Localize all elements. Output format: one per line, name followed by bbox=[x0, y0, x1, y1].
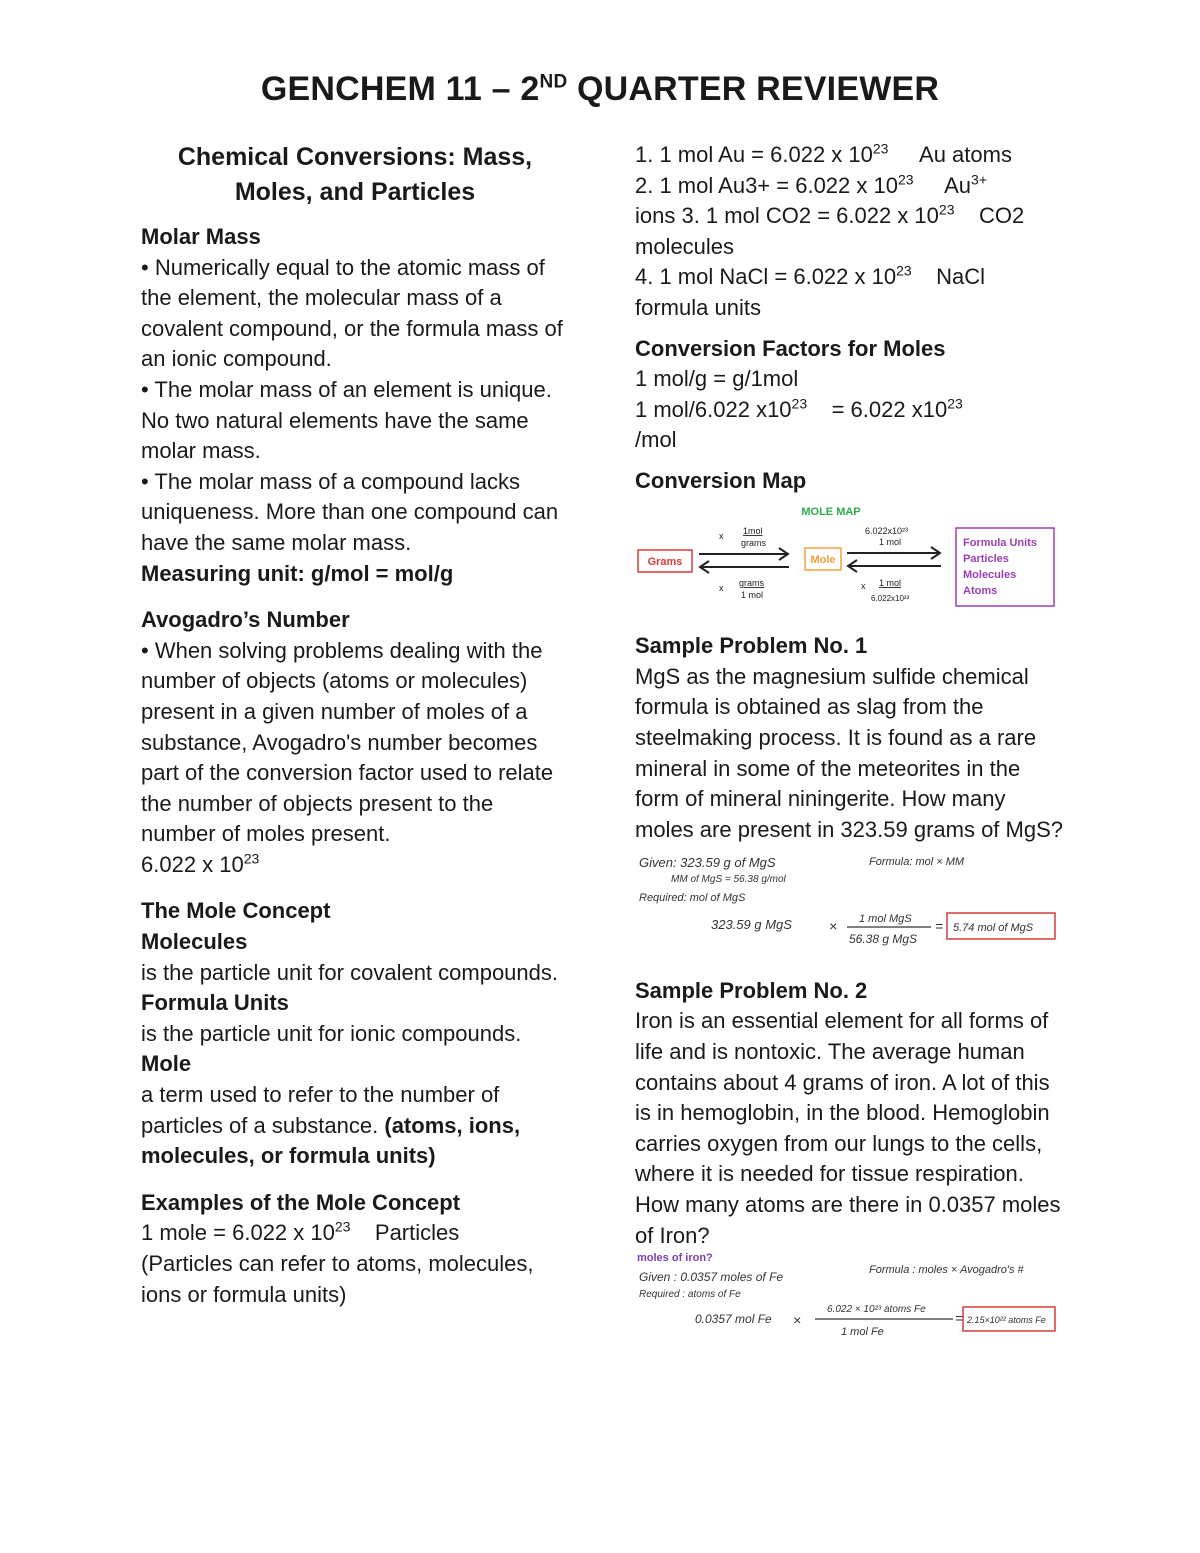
formula-units-label: Formula Units bbox=[141, 990, 289, 1016]
list-item-3-cont: molecules bbox=[635, 233, 735, 259]
grams-label: Grams bbox=[647, 555, 683, 568]
sample-1-required: Required: mol of MgS bbox=[639, 892, 746, 905]
molar-mass-heading: Molar Mass bbox=[141, 224, 261, 249]
molecules-label: Molecules bbox=[141, 929, 248, 955]
sample-2-answer: 2.15×10²² atoms Fe bbox=[967, 1315, 1046, 1326]
avogadro-bullet: • When solving problems dealing with the number of objects (atoms or molecules) present in a given number of moles of a substance, Avogadro's number becomes part of the conversion factor used to relate the number of objects present to the number of moles present. bbox=[141, 637, 554, 847]
factor-2-top: grams bbox=[739, 577, 765, 588]
box-item-0: Formula Units bbox=[963, 536, 1037, 549]
molar-mass-unit: Measuring unit: g/mol = mol/g bbox=[141, 560, 454, 586]
list-item-4: 4. 1 mol NaCl = 6.022 x $10^{23}$ NaCl bbox=[635, 263, 986, 290]
sample-1-calc-left: 323.59 g MgS bbox=[711, 917, 792, 933]
sample-1-formula: Formula: mol × MM bbox=[869, 856, 965, 869]
right-column bbox=[635, 140, 1065, 1350]
examples-heading: Examples of the Mole Concept bbox=[141, 1189, 461, 1215]
conversion-factor-line-1: 1 mol/g = g/1mol bbox=[635, 366, 799, 392]
mole-label: Mole bbox=[141, 1051, 192, 1077]
sample-2-calc-num: 6.022 × 10²³ atoms Fe bbox=[827, 1304, 926, 1316]
sample-1-heading: Sample Problem No. 1 bbox=[635, 633, 868, 659]
conversion-map-heading: Conversion Map bbox=[635, 467, 807, 493]
conversion-factor-line-2: 1 mol/6.022 $x10^{23}$ = 6.022 $x10^{23}$ bbox=[635, 395, 963, 422]
box-item-1: Particles bbox=[963, 552, 1009, 565]
factor-2-x: x bbox=[719, 582, 724, 593]
page-title: GENCHEM 11 – 2ND QUARTER REVIEWER bbox=[260, 70, 940, 108]
sample-1-text: MgS as the magnesium sulfide chemical formula is obtained as slag from the steelmaking process. It is found as a rare mineral in some of the meteorites in the form of mineral niningerite. How many moles are present in 323.59 grams of MgS? bbox=[635, 663, 1064, 842]
list-item-2: 2. 1 mol Au3+ = 6.022 x $10^{23}$ $Au^{3+}$ bbox=[635, 171, 987, 198]
sample-2-cut-label: moles of iron? bbox=[637, 1252, 713, 1265]
sample-1-given: Given: 323.59 g of MgS bbox=[639, 855, 776, 871]
section-title: Chemical Conversions: Mass, Moles, and Particles bbox=[177, 143, 533, 206]
list-item-3: ions 3. 1 mol CO2 = 6.022 x $10^{23}$ CO2 bbox=[635, 201, 1025, 229]
sample-1-calc-num: 1 mol MgS bbox=[859, 913, 912, 926]
factor-1-bot: grams bbox=[741, 537, 767, 548]
factor-4-bot: 6.022x10²³ bbox=[871, 593, 910, 603]
mole-label: Mole bbox=[810, 553, 836, 566]
sample-2-text: Iron is an essential element for all forms of life and is nontoxic. The average human contains about 4 grams of iron. A lot of this is in hemoglobin, in the blood. Hemoglobin carries oxygen from our lungs to the cells, where it is needed for tissue respiration. How many atoms are there in 0.0357 moles of Iron? bbox=[635, 1008, 1061, 1248]
sample-2-calc-eq: = bbox=[955, 1310, 964, 1327]
conversion-factor-line-3: /mol bbox=[635, 427, 677, 453]
sample-1-calc-x: × bbox=[829, 918, 838, 935]
sample-1-calc-den: 56.38 g MgS bbox=[849, 932, 918, 947]
mole-concept-heading: The Mole Concept bbox=[141, 898, 331, 924]
factor-4-top: 1 mol bbox=[879, 577, 902, 588]
mole-map-title: MOLE MAP bbox=[801, 505, 861, 518]
factor-3-bot: 1 mol bbox=[879, 536, 902, 547]
sample-2-calc-x: × bbox=[793, 1312, 802, 1329]
factor-1-x: x bbox=[719, 530, 724, 541]
factor-2-bot: 1 mol bbox=[741, 589, 764, 600]
mole-text: a term used to refer to the number of particles of a substance. (atoms, ions, molecules, or formula units) bbox=[141, 1082, 521, 1169]
sample-1-mm: MM of MgS = 56.38 g/mol bbox=[671, 874, 786, 886]
sample-2-solution bbox=[635, 1251, 1059, 1341]
sample-2-formula: Formula : moles × Avogadro's # bbox=[869, 1264, 1024, 1277]
avogadro-heading: Avogadro’s Number bbox=[141, 607, 350, 633]
factor-3-top: 6.022x10²³ bbox=[865, 525, 909, 536]
factor-1-top: 1mol bbox=[743, 525, 763, 536]
box-item-3: Atoms bbox=[963, 584, 998, 597]
box-item-2: Molecules bbox=[963, 568, 1017, 581]
mole-map-diagram bbox=[635, 503, 1057, 615]
sample-2-required: Required : atoms of Fe bbox=[639, 1289, 741, 1301]
examples-note: (Particles can refer to atoms, molecules, ions or formula units) bbox=[141, 1251, 534, 1307]
factor-4-x: x bbox=[861, 580, 866, 591]
sample-1-solution bbox=[635, 851, 1059, 949]
left-column bbox=[141, 140, 569, 1310]
list-item-4-cont: formula units bbox=[635, 294, 761, 320]
sample-2-calc-left: 0.0357 mol Fe bbox=[695, 1312, 772, 1327]
sample-2-given: Given : 0.0357 moles of Fe bbox=[639, 1270, 784, 1285]
examples-line: 1 mole = 6.022 x $10^{23}$ Particles bbox=[141, 1219, 460, 1246]
sample-2-calc-den: 1 mol Fe bbox=[841, 1326, 884, 1339]
formula-units-text: is the particle unit for ionic compounds. bbox=[141, 1020, 522, 1046]
avogadro-value: 6.022 x $10^{23}$ bbox=[141, 850, 260, 877]
molar-mass-bullet-3: • The molar mass of a compound lacks uniqueness. More than one compound can have the same molar mass. bbox=[141, 468, 559, 555]
sample-1-answer: 5.74 mol of MgS bbox=[953, 922, 1034, 935]
molecules-text: is the particle unit for covalent compounds. bbox=[141, 959, 559, 985]
conversion-factors-heading: Conversion Factors for Moles bbox=[635, 335, 946, 361]
sample-1-calc-eq: = bbox=[935, 918, 944, 935]
molar-mass-bullet-1: • Numerically equal to the atomic mass of the element, the molecular mass of a covalent compound, or the formula mass of an ionic compound. bbox=[141, 254, 563, 372]
list-item-1: 1. 1 mol Au = 6.022 x $10^{23}$ Au atoms bbox=[635, 140, 1012, 167]
molar-mass-bullet-2: • The molar mass of an element is unique. No two natural elements have the same molar mass. bbox=[141, 376, 552, 464]
sample-2-heading: Sample Problem No. 2 bbox=[635, 977, 868, 1003]
